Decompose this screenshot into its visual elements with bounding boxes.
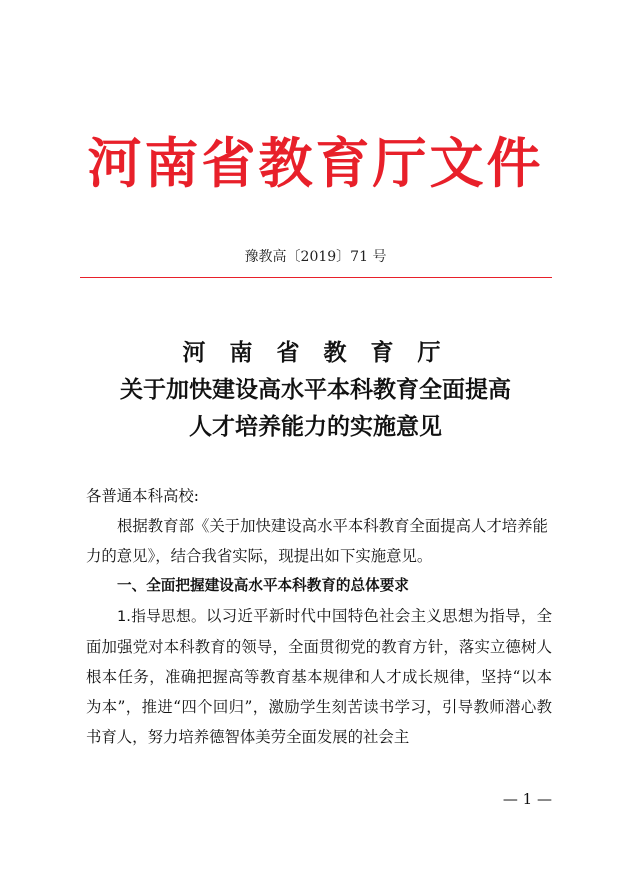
- document-title: [0, 334, 631, 445]
- issuer-title: 河南省教育厅文件: [87, 131, 544, 195]
- section-heading: 一、全面把握建设高水平本科教育的总体要求: [117, 577, 409, 594]
- paragraph-lead: 1.指导思想。: [117, 608, 207, 625]
- page-number: — 1 —: [502, 790, 552, 808]
- salutation: 各普通本科高校:: [86, 487, 199, 505]
- title-line-3: 人才培养能力的实施意见: [189, 413, 442, 440]
- intro-paragraph: 根据教育部《关于加快建设高水平本科教育全面提高人才培养能力的意见》，结合我省实际，现提出如下实施意见。: [86, 517, 548, 565]
- guiding-principles-paragraph: [86, 601, 552, 752]
- red-divider: [80, 277, 552, 278]
- title-line-2: 关于加快建设高水平本科教育全面提高: [120, 376, 511, 403]
- paragraph-text: 以习近平新时代中国特色社会主义思想为指导，全面加强党对本科教育的领导，全面贯彻党的教育方针，落实立德树人根本任务，准确把握高等教育基本规律和人才成长规律，坚持“以本为本”，推进“四个回归”，激励学生刻苦读书学习，引导教师潜心教书育人，努力培养德智体美劳全面发展的社会主: [86, 607, 552, 746]
- document-number: 豫教高〔2019〕71 号: [244, 249, 387, 265]
- title-line-1: 河 南 省 教 育 厅: [182, 339, 449, 366]
